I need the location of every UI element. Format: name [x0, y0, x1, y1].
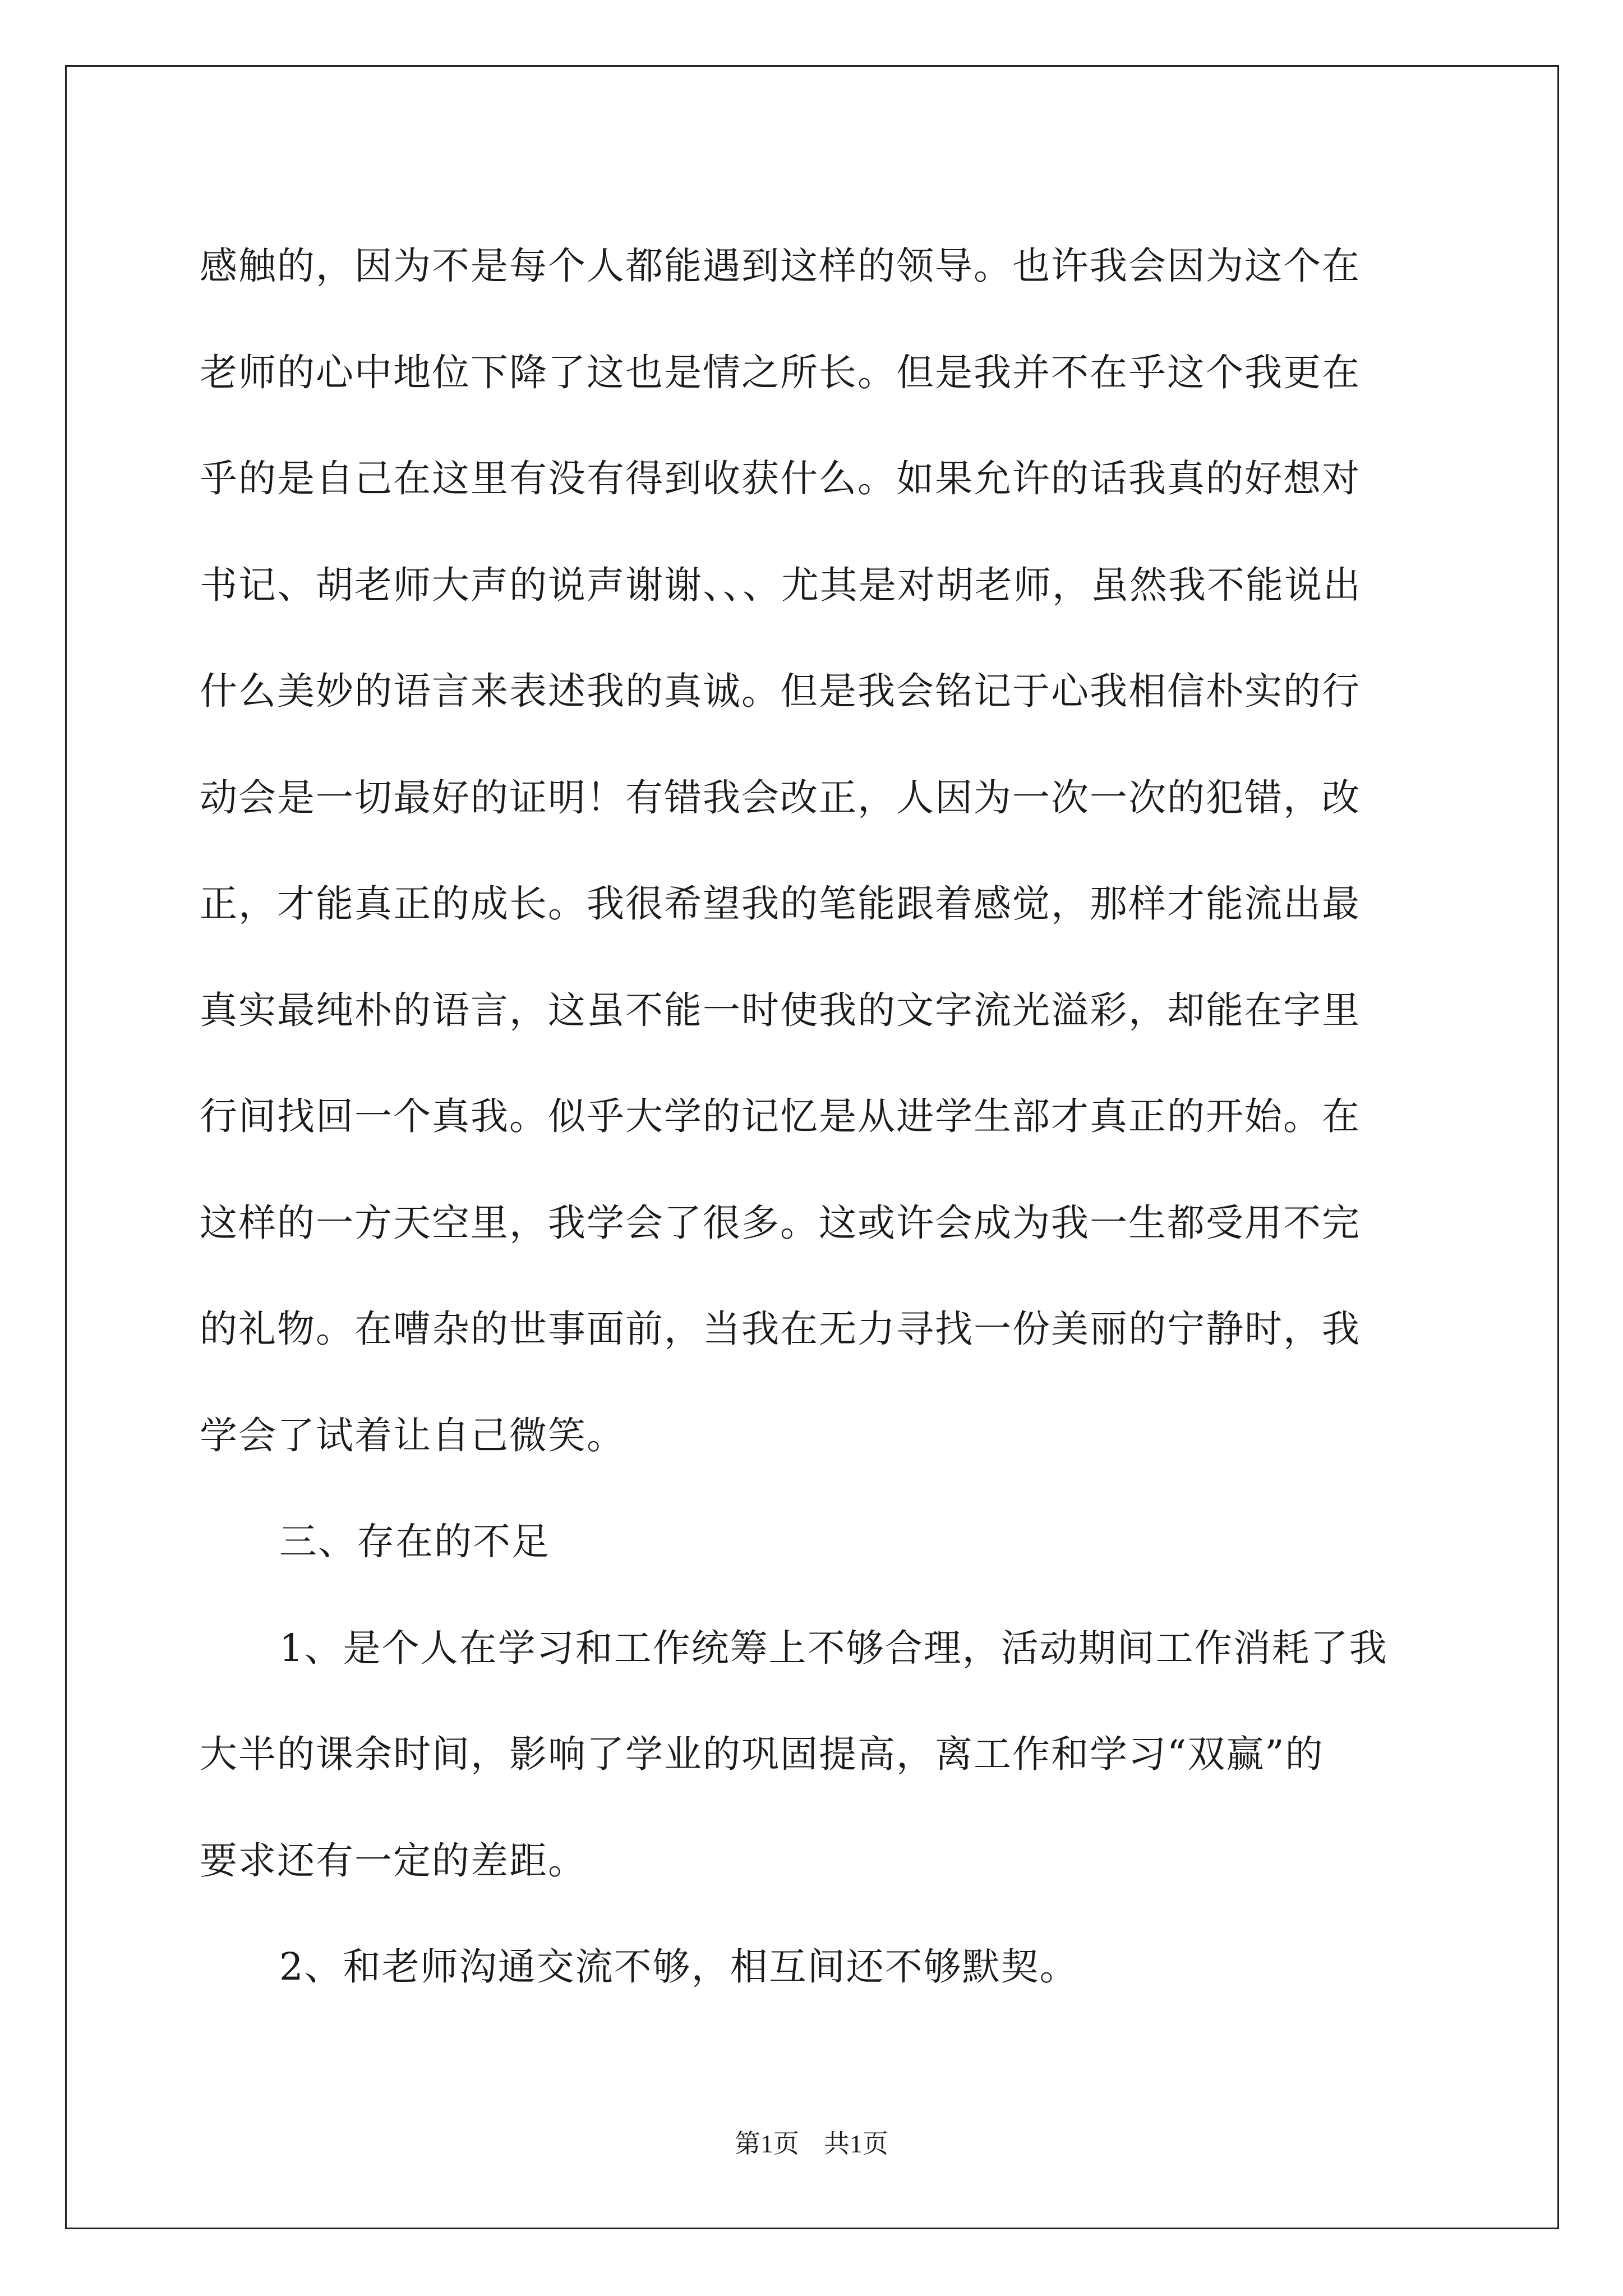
item1-line: 大半的课余时间，影响了学业的巩固提高，离工作和学习“双赢”的: [200, 1732, 1324, 1776]
page-number: 第1页: [735, 2129, 799, 2158]
body-line: 乎的是自己在这里有没有得到收获什么。如果允许的话我真的好想对: [200, 457, 1361, 500]
body-line: 行间找回一个真我。似乎大学的记忆是从进学生部才真正的开始。在: [200, 1094, 1361, 1138]
page-footer: [0, 2127, 1623, 2161]
section-heading: 三、存在的不足: [279, 1520, 550, 1563]
item2-line: 2、和老师沟通交流不够，相互间还不够默契。: [279, 1945, 1078, 1989]
body-line: 正，才能真正的成长。我很希望我的笔能跟着感觉，那样才能流出最: [200, 882, 1361, 926]
body-line: 动会是一切最好的证明！有错我会改正，人因为一次一次的犯错，改: [200, 775, 1361, 820]
item1-line: 要求还有一定的差距。: [200, 1838, 587, 1883]
body-line: 的礼物。在嘈杂的世事面前，当我在无力寻找一份美丽的宁静时，我: [200, 1307, 1361, 1351]
body-line: 学会了试着让自己微笑。: [200, 1413, 625, 1457]
page-total: 共1页: [824, 2129, 888, 2158]
body-line: 这样的一方天空里，我学会了很多。这或许会成为我一生都受用不完: [200, 1200, 1361, 1245]
document-body: [200, 213, 1433, 2021]
body-line: 什么美妙的语言来表述我的真诚。但是我会铭记于心我相信朴实的行: [200, 669, 1361, 713]
body-line: 书记、胡老师大声的说声谢谢、、、尤其是对胡老师，虽然我不能说出: [200, 563, 1362, 607]
body-line: 真实最纯朴的语言，这虽不能一时使我的文字流光溢彩，却能在字里: [200, 988, 1361, 1032]
body-line: 老师的心中地位下降了这也是情之所长。但是我并不在乎这个我更在: [200, 350, 1361, 394]
item1-line: 1、是个人在学习和工作统筹上不够合理，活动期间工作消耗了我: [279, 1626, 1388, 1670]
body-line: 感触的，因为不是每个人都能遇到这样的领导。也许我会因为这个在: [200, 244, 1361, 288]
